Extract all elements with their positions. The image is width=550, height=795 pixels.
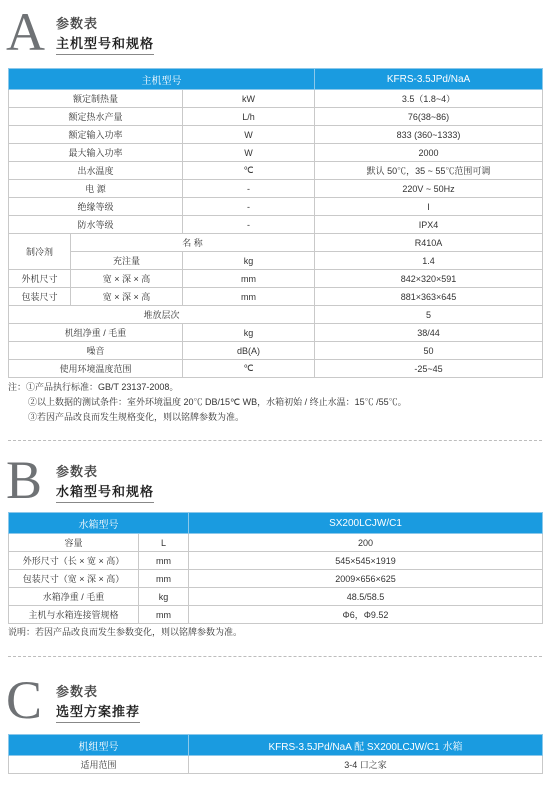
- refrigerant-charge-value: 1.4: [315, 252, 543, 270]
- param-unit: dB(A): [183, 342, 315, 360]
- pack-size-value: 881×363×645: [315, 288, 543, 306]
- param-label: 额定输入功率: [9, 126, 183, 144]
- param-label: 适用范围: [9, 756, 189, 774]
- table-row: [9, 270, 543, 288]
- refrigerant-charge-unit: kg: [183, 252, 315, 270]
- param-label: 额定热水产量: [9, 108, 183, 126]
- outer-size-unit: mm: [183, 270, 315, 288]
- param-label: 包装尺寸（宽 × 深 × 高）: [9, 570, 139, 588]
- param-label: 电 源: [9, 180, 183, 198]
- section-b-title: 参数表: [56, 464, 99, 479]
- section-c-subtitle: 选型方案推荐: [56, 701, 140, 723]
- param-value: 200: [189, 534, 543, 552]
- table-row: [9, 306, 543, 324]
- param-value: 220V ~ 50Hz: [315, 180, 543, 198]
- header-label: 机组型号: [9, 735, 189, 756]
- header-model: KFRS-3.5JPd/NaA 配 SX200LCJW/C1 水箱: [189, 735, 543, 756]
- param-label: 主机与水箱连接管规格: [9, 606, 139, 624]
- param-unit: -: [183, 198, 315, 216]
- table-row: [9, 288, 543, 306]
- param-value: 76(38~86): [315, 108, 543, 126]
- table-row: [9, 342, 543, 360]
- section-b-heading: [0, 450, 550, 510]
- param-unit: -: [183, 216, 315, 234]
- section-divider: [8, 440, 542, 441]
- param-value: 2000: [315, 144, 543, 162]
- section-c-heading: [0, 670, 550, 730]
- param-unit: mm: [139, 570, 189, 588]
- param-value: 3.5（1.8~4）: [315, 90, 543, 108]
- outer-size-dims: 宽 × 深 × 高: [71, 270, 183, 288]
- param-label: 出水温度: [9, 162, 183, 180]
- table-row: [9, 108, 543, 126]
- note-line: ③若因产品改良而发生规格变化，则以铭牌参数为准。: [28, 412, 245, 422]
- note-line: ②以上数据的测试条件：室外环境温度 20℃ DB/15℃ WB，水箱初始 / 终止水温：15℃ /55℃。: [28, 397, 407, 407]
- param-unit: ℃: [183, 162, 315, 180]
- param-label: 容量: [9, 534, 139, 552]
- table-row: [9, 180, 543, 198]
- table-header-row: [9, 735, 543, 756]
- table-row: [9, 252, 543, 270]
- table-row: [9, 144, 543, 162]
- param-unit: ℃: [183, 360, 315, 378]
- stack-label: 堆放层次: [9, 306, 315, 324]
- param-unit: kg: [183, 324, 315, 342]
- param-value: 3-4 口之家: [189, 756, 543, 774]
- param-unit: L/h: [183, 108, 315, 126]
- pack-size-label: 包装尺寸: [9, 288, 71, 306]
- table-row: [9, 234, 543, 252]
- param-label: 额定制热量: [9, 90, 183, 108]
- param-unit: W: [183, 144, 315, 162]
- table-row: [9, 360, 543, 378]
- param-unit: L: [139, 534, 189, 552]
- section-b-subtitle: 水箱型号和规格: [56, 481, 154, 503]
- param-value: 38/44: [315, 324, 543, 342]
- param-unit: kg: [139, 588, 189, 606]
- param-label: 噪音: [9, 342, 183, 360]
- section-divider: [8, 656, 542, 657]
- stack-value: 5: [315, 306, 543, 324]
- table-row: [9, 162, 543, 180]
- table-header-row: [9, 513, 543, 534]
- param-value: I: [315, 198, 543, 216]
- outer-size-label: 外机尺寸: [9, 270, 71, 288]
- refrigerant-name-label: 名 称: [71, 234, 315, 252]
- param-value: IPX4: [315, 216, 543, 234]
- param-unit: W: [183, 126, 315, 144]
- param-value: 833 (360~1333): [315, 126, 543, 144]
- param-value: 2009×656×625: [189, 570, 543, 588]
- section-a-title: 参数表: [56, 16, 99, 31]
- refrigerant-charge-label: 充注量: [71, 252, 183, 270]
- param-label: 水箱净重 / 毛重: [9, 588, 139, 606]
- section-b-letter: B: [6, 450, 43, 510]
- table-row: [9, 90, 543, 108]
- param-value: 48.5/58.5: [189, 588, 543, 606]
- section-c-letter: C: [6, 670, 43, 730]
- note-line: 注：①产品执行标准：GB/T 23137-2008。: [8, 382, 179, 392]
- param-label: 外形尺寸（长 × 宽 × 高）: [9, 552, 139, 570]
- table-row: [9, 534, 543, 552]
- pack-size-dims: 宽 × 深 × 高: [71, 288, 183, 306]
- param-unit: kW: [183, 90, 315, 108]
- pack-size-unit: mm: [183, 288, 315, 306]
- recommendation-table: [8, 734, 543, 774]
- refrigerant-name-value: R410A: [315, 234, 543, 252]
- host-spec-table: [8, 68, 543, 378]
- table-row: [9, 126, 543, 144]
- section-c-title: 参数表: [56, 684, 99, 699]
- section-a-subtitle: 主机型号和规格: [56, 33, 154, 55]
- section-a-letter: A: [6, 2, 45, 62]
- param-value: 545×545×1919: [189, 552, 543, 570]
- param-label: 机组净重 / 毛重: [9, 324, 183, 342]
- param-label: 防水等级: [9, 216, 183, 234]
- table-row: [9, 756, 543, 774]
- note-line: 说明：若因产品改良而发生参数变化，则以铭牌参数为准。: [8, 627, 243, 637]
- tank-spec-table: [8, 512, 543, 624]
- table-row: [9, 552, 543, 570]
- header-model: KFRS-3.5JPd/NaA: [315, 69, 543, 90]
- param-value: Φ6，Φ9.52: [189, 606, 543, 624]
- param-unit: mm: [139, 606, 189, 624]
- refrigerant-label: 制冷剂: [9, 234, 71, 270]
- param-value: -25~45: [315, 360, 543, 378]
- header-label: 主机型号: [9, 69, 315, 90]
- table-row: [9, 606, 543, 624]
- section-a-notes: [8, 380, 407, 425]
- header-label: 水箱型号: [9, 513, 189, 534]
- table-row: [9, 588, 543, 606]
- param-value: 50: [315, 342, 543, 360]
- param-value: 默认 50℃，35 ~ 55℃范围可调: [315, 162, 543, 180]
- section-a-heading: [0, 2, 550, 62]
- param-label: 绝缘等级: [9, 198, 183, 216]
- param-unit: mm: [139, 552, 189, 570]
- table-row: [9, 570, 543, 588]
- section-b-note: [8, 625, 242, 640]
- outer-size-value: 842×320×591: [315, 270, 543, 288]
- header-model: SX200LCJW/C1: [189, 513, 543, 534]
- table-row: [9, 324, 543, 342]
- param-label: 最大输入功率: [9, 144, 183, 162]
- table-row: [9, 216, 543, 234]
- param-label: 使用环境温度范围: [9, 360, 183, 378]
- param-unit: -: [183, 180, 315, 198]
- table-header-row: [9, 69, 543, 90]
- table-row: [9, 198, 543, 216]
